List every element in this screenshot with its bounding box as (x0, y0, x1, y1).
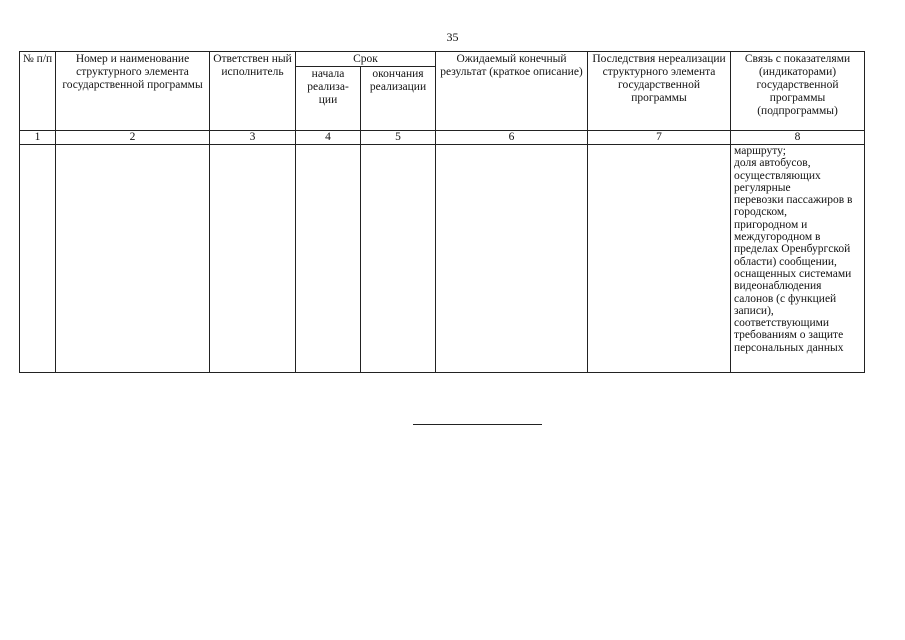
header-term: Срок (296, 52, 436, 67)
end-of-document-line (413, 424, 542, 425)
header-expected-result: Ожидаемый конечный результат (краткое описание) (436, 52, 588, 131)
table-row (20, 145, 865, 373)
column-number: 3 (210, 131, 296, 145)
page-number: 35 (446, 30, 459, 44)
column-number-row (20, 131, 865, 145)
table-cell-empty (361, 145, 436, 373)
column-number: 2 (56, 131, 210, 145)
header-number: № п/п (20, 52, 56, 131)
column-number: 6 (436, 131, 588, 145)
table-cell-empty (296, 145, 361, 373)
program-table (19, 51, 865, 373)
table-cell-empty (20, 145, 56, 373)
header-consequences: Последствия нереализации структурного элемента государственной программы (588, 52, 731, 131)
header-term-start: начала реализа- ции (296, 67, 361, 131)
table-cell-empty (56, 145, 210, 373)
table-cell-empty (588, 145, 731, 373)
header-row-1 (20, 52, 865, 67)
column-number: 4 (296, 131, 361, 145)
column-number: 7 (588, 131, 731, 145)
column-number: 8 (731, 131, 865, 145)
header-element-name: Номер и наименование структурного элемента государственной программы (56, 52, 210, 131)
column-number: 1 (20, 131, 56, 145)
header-term-end: окончания реализации (361, 67, 436, 131)
indicators-text-cell: маршруту; доля автобусов, осуществляющих регулярные перевозки пассажиров в городском, пригородном и междугородном в пределах Оренбургской области) сообщении, оснащенных системами видеонаблюдения салонов (с функцией записи), соответствующими требованиям о защите персональных данных (731, 145, 865, 373)
table-cell-empty (210, 145, 296, 373)
header-indicators: Связь с показателями (индикаторами) государственной программы (подпрограммы) (731, 52, 865, 131)
table-cell-empty (436, 145, 588, 373)
column-number: 5 (361, 131, 436, 145)
header-responsible: Ответствен ный исполнитель (210, 52, 296, 131)
